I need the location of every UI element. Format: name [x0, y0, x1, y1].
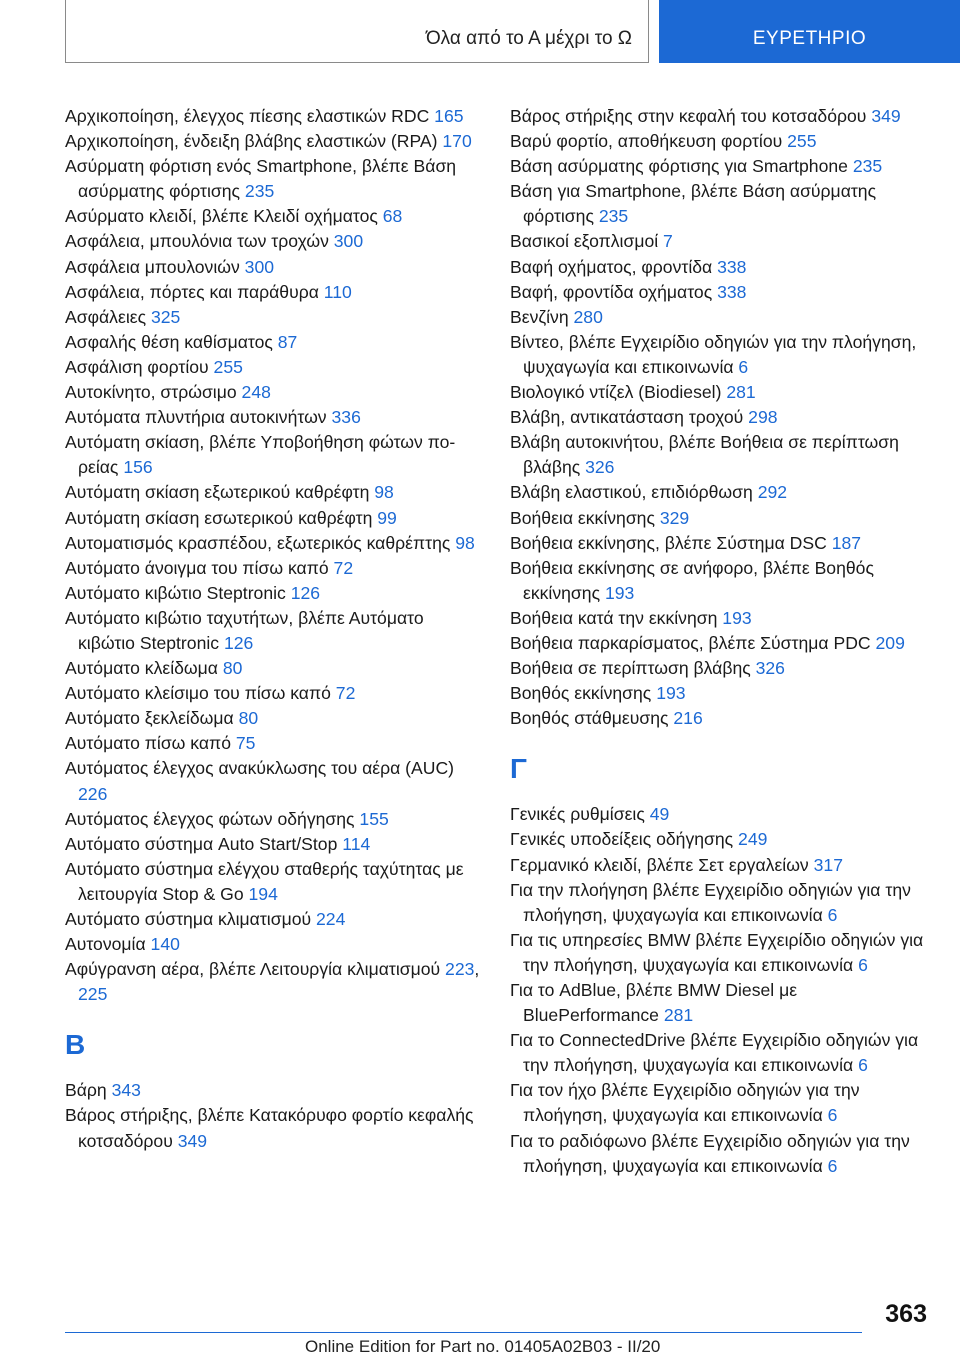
index-entry-text: Βλάβη αυτοκινήτου, βλέπε Βοήθεια σε περίπτωση βλάβης: [510, 432, 899, 478]
page-link[interactable]: 209: [875, 632, 905, 653]
index-entry: [510, 706, 930, 731]
index-entry-text: Ασφάλειες: [65, 306, 151, 327]
index-entry: [65, 581, 485, 606]
index-entry-text: Ασφαλής θέση καθίσματος: [65, 331, 278, 352]
index-entry-text: Βάση για Smartphone, βλέπε Βάση ασύρματης φόρτισης: [510, 181, 877, 227]
index-entry: [510, 405, 930, 430]
page-link[interactable]: 98: [455, 532, 475, 553]
page-link[interactable]: 336: [331, 407, 361, 428]
page-link[interactable]: 338: [717, 256, 747, 277]
index-entry-text: Βάρος στήριξης στην κεφαλή του κοτσαδόρου: [510, 106, 872, 126]
page-link[interactable]: 317: [813, 854, 843, 875]
index-entry-text: Αυτόματο κλείσιμο του πίσω καπό: [65, 683, 336, 704]
index-entry: [65, 280, 485, 305]
index-entry: [65, 1078, 485, 1103]
index-entry: [65, 606, 485, 656]
index-entry: [510, 1129, 930, 1179]
index-entry: [65, 229, 485, 254]
index-entry: [65, 832, 485, 857]
index-entry-text: Ασφάλεια, πόρτες και παράθυρα: [65, 281, 324, 302]
index-entry: [65, 480, 485, 505]
page-link[interactable]: 6: [858, 954, 868, 975]
index-entry-text: Γενικές υποδείξεις οδήγησης: [510, 829, 739, 850]
index-entry: [65, 330, 485, 355]
page-link[interactable]: 349: [871, 106, 901, 126]
page-link[interactable]: 216: [673, 708, 703, 729]
index-entry-text: Γενικές ρυθμίσεις: [510, 804, 650, 825]
index-entry: [510, 878, 930, 928]
index-entry: [510, 380, 930, 405]
header-tab-a-to-z[interactable]: [65, 0, 649, 63]
index-entry-text: Βοήθεια εκκίνησης σε ανήφορο, βλέπε Βοηθός εκκίνησης: [510, 557, 874, 603]
index-entry-text: Αυτόματο κλείδωμα: [65, 658, 223, 679]
page-link[interactable]: 249: [738, 829, 768, 850]
footer-edition-text: Online Edition for Part no. 01405A02B03 - II/20: [305, 1337, 661, 1356]
page-link[interactable]: 6: [738, 356, 749, 377]
index-entry: [65, 756, 485, 806]
index-entry-text: Αυτόματη σκίαση εξωτερικού καθρέφτη: [65, 482, 375, 503]
index-entry: [65, 506, 485, 531]
page-link[interactable]: 226: [78, 783, 108, 804]
index-entry-text: Αυτόματος έλεγχος φώτων οδήγησης: [65, 808, 360, 829]
footer-divider: [65, 1332, 862, 1333]
index-entry-text: Αρχικοποίηση, ένδειξη βλάβης ελαστικών (RPA): [65, 131, 443, 152]
index-entry: [510, 129, 930, 154]
page-link[interactable]: 72: [335, 683, 356, 704]
index-entry: [510, 229, 930, 254]
index-entry: [65, 706, 485, 731]
index-entry: [65, 531, 485, 556]
page-link[interactable]: 87: [277, 331, 298, 352]
index-entry: [65, 305, 485, 330]
index-entry: [65, 857, 485, 907]
index-entry-text: Αυτόματη σκίαση εσωτερικού καθρέφτη: [65, 507, 378, 528]
page-link[interactable]: 193: [604, 582, 635, 603]
index-entry: [510, 506, 930, 531]
index-entry-text: Για τον ήχο βλέπε Εγχειρίδιο οδηγιών για την πλοήγηση, ψυχαγωγία και επικοινωνία: [510, 1080, 860, 1126]
page-link[interactable]: 99: [377, 507, 397, 528]
page-link[interactable]: 280: [573, 306, 603, 327]
index-entry-text: Αυτόματο σύστημα Auto Start/Stop: [65, 833, 343, 854]
page-link[interactable]: 292: [757, 482, 788, 503]
index-entry-text: Αυτοκίνητο, στρώσιμο: [65, 382, 242, 403]
index-entry: [65, 255, 485, 280]
index-entry-text: Αφύγρανση αέρα, βλέπε Λειτουργία κλιματισμού: [65, 959, 446, 980]
index-entry: [510, 1028, 930, 1078]
page-link[interactable]: 325: [150, 306, 181, 327]
index-entry-text: Αυτόματο σύστημα ελέγχου σταθερής ταχύτητας με λειτουργία Stop & Go: [65, 858, 464, 904]
page-link[interactable]: 300: [333, 231, 364, 252]
index-entry: [65, 405, 485, 430]
index-entry-text: Αυτόματα πλυντήρια αυτοκινήτων: [65, 407, 332, 428]
section-letter: Γ: [510, 753, 527, 785]
index-entry-text: Αρχικοποίηση, έλεγχος πίεσης ελαστικών RDC: [65, 106, 435, 126]
page-link[interactable]: 298: [748, 407, 778, 428]
index-entry-text: Για την πλοήγηση βλέπε Εγχειρίδιο οδηγιών για την πλοήγηση, ψυχαγωγία και επικοινωνία: [510, 879, 911, 925]
section-letter: Β: [65, 1029, 86, 1061]
page-link[interactable]: 326: [755, 658, 785, 679]
index-entry: [65, 1103, 485, 1153]
index-entry-text: Για τις υπηρεσίες BMW βλέπε Εγχειρίδιο οδηγιών για την πλοήγηση, ψυχαγωγία και επικοινωνία: [510, 929, 924, 975]
page-link[interactable]: 281: [726, 382, 756, 403]
page-link[interactable]: 255: [213, 356, 243, 377]
page-link[interactable]: 235: [598, 206, 629, 227]
index-entry: [510, 179, 930, 229]
page-link[interactable]: 193: [722, 607, 752, 628]
index-entry-text: Για το ConnectedDrive βλέπε Εγχειρίδιο οδηγιών για την πλοήγηση, ψυχαγωγία και επικοινωνία: [510, 1030, 919, 1076]
header-tab-index-label: ΕΥΡΕΤΗΡΙΟ: [752, 28, 867, 49]
index-entry-text: Για το ραδιόφωνο βλέπε Εγχειρίδιο οδηγιών για την πλοήγηση, ψυχαγωγία και επικοινωνία: [510, 1130, 910, 1176]
page-link[interactable]: 248: [241, 382, 271, 403]
index-entry-text: Βαρύ φορτίο, αποθήκευση φορτίου: [510, 131, 788, 152]
page-link[interactable]: 80: [238, 708, 259, 729]
index-entry-text: Βοηθός εκκίνησης: [510, 683, 657, 704]
index-entry-text: Ασφάλεια, μπουλόνια των τροχών: [65, 231, 334, 252]
index-entry-text: Βάρη: [65, 1080, 112, 1101]
index-entry-text: Αυτόματο σύστημα κλιματισμού: [65, 909, 317, 929]
page-link[interactable]: 75: [235, 733, 256, 754]
index-entry: [510, 531, 930, 556]
index-entry: [65, 430, 485, 480]
index-entry: [510, 430, 930, 480]
page-link[interactable]: 165: [434, 106, 464, 126]
index-entry: [65, 104, 485, 129]
page-link[interactable]: 7: [663, 231, 673, 252]
index-entry-text: Αυτόματη σκίαση, βλέπε Υποβοήθηση φώτων πορείας: [65, 432, 456, 478]
index-entry-text: Αυτόματο άνοιγμα του πίσω καπό: [65, 557, 334, 578]
index-entry: [65, 556, 485, 581]
index-entry-text: Αυτονομία: [65, 934, 151, 955]
index-entry: [510, 1078, 930, 1128]
index-entry-text: Βοήθεια κατά την εκκίνηση: [510, 607, 723, 628]
page-link[interactable]: 170: [442, 131, 472, 152]
page-link[interactable]: 343: [111, 1080, 141, 1101]
page-link[interactable]: 140: [150, 934, 180, 955]
page-link[interactable]: 235: [244, 181, 275, 202]
index-entry-text: Βλάβη ελαστικού, επιδιόρθωση: [510, 482, 758, 503]
page-link[interactable]: 80: [222, 658, 243, 679]
header-tab-a-to-z-label: Όλα από το Α μέχρι το Ω: [425, 28, 632, 49]
page-link[interactable]: 68: [382, 206, 403, 227]
index-entry-text: Ασύρματο κλειδί, βλέπε Κλειδί οχήματος: [65, 206, 383, 227]
index-entry-text: Βαφή, φροντίδα οχήματος: [510, 281, 718, 302]
page-link[interactable]: 329: [659, 507, 690, 528]
page-link[interactable]: 49: [649, 804, 670, 825]
index-entry: [510, 556, 930, 606]
index-entry: [510, 928, 930, 978]
index-entry: [65, 656, 485, 681]
index-entry-text: Βοήθεια παρκαρίσματος, βλέπε Σύστημα PDC: [510, 632, 876, 653]
index-entry-text: Βλάβη, αντικατάσταση τροχού: [510, 407, 749, 428]
index-entry-text: Βοήθεια εκκίνησης: [510, 507, 660, 528]
page-link[interactable]: 156: [123, 457, 153, 478]
index-entry: [510, 305, 930, 330]
index-entry-text: Βάση ασύρματης φόρτισης για Smartphone: [510, 156, 853, 177]
index-entry-text: Βοήθεια εκκίνησης, βλέπε Σύστημα DSC: [510, 532, 832, 553]
index-entry: [65, 355, 485, 380]
page-link[interactable]: 114: [342, 833, 371, 854]
page-link[interactable]: 6: [827, 1155, 838, 1176]
index-entry: [510, 154, 930, 179]
index-column-right: [510, 104, 930, 1179]
page-link[interactable]: 110: [323, 281, 352, 302]
index-entry: [65, 380, 485, 405]
index-entry: [510, 681, 930, 706]
page-link[interactable]: 6: [827, 1105, 838, 1126]
index-entry-text: Ασφάλιση φορτίου: [65, 356, 214, 377]
index-entry-text: Ασφάλεια μπουλονιών: [65, 256, 245, 277]
page-link[interactable]: 349: [177, 1130, 208, 1151]
page-link[interactable]: 126: [223, 632, 254, 653]
index-entry: [510, 480, 930, 505]
page-link[interactable]: 338: [717, 281, 747, 302]
page-link[interactable]: 326: [585, 457, 615, 478]
page-link[interactable]: 126: [290, 582, 321, 603]
page-link[interactable]: 155: [359, 808, 389, 829]
index-entry: [510, 631, 930, 656]
index-entry-text: Γερμανικό κλειδί, βλέπε Σετ εργαλείων: [510, 854, 814, 875]
page-link[interactable]: 6: [827, 904, 838, 925]
index-entry: [510, 330, 930, 380]
index-entry: [65, 204, 485, 229]
index-entry-text: Βαφή οχήματος, φροντίδα: [510, 256, 718, 277]
index-entry-text: Αυτόματο κιβώτιο Steptronic: [65, 582, 291, 603]
index-entry-text: Βοήθεια σε περίπτωση βλάβης: [510, 658, 756, 679]
index-entry-text: Αυτόματο ξεκλείδωμα: [65, 708, 239, 729]
index-entry-text: Αυτόματο κιβώτιο ταχυτήτων, βλέπε Αυτόματο κιβώτιο Steptronic: [65, 607, 424, 653]
index-entry-text: Αυτόματο πίσω καπό: [65, 733, 236, 754]
index-entry: [510, 606, 930, 631]
index-entry-text: Για το AdBlue, βλέπε BMW Diesel με BluePerformance: [510, 980, 798, 1026]
index-entry: [65, 731, 485, 756]
index-entry: [65, 154, 485, 204]
index-entry-text: Βίντεο, βλέπε Εγχειρίδιο οδηγιών για την πλοήγηση, ψυχαγωγία και επικοινωνία: [510, 331, 917, 377]
index-entry-text: Βασικοί εξοπλισμοί: [510, 231, 664, 252]
page-link[interactable]: 224: [316, 909, 346, 929]
page-link[interactable]: 194: [248, 883, 278, 904]
index-entry-text: Αυτόματος έλεγχος ανακύκλωσης του αέρα (AUC): [65, 758, 455, 779]
index-entry-text: Ασύρματη φόρτιση ενός Smartphone, βλέπε Βάση ασύρματης φόρτισης: [65, 156, 457, 202]
index-entry: [65, 807, 485, 832]
index-entry-text: Βοηθός στάθμευσης: [510, 708, 674, 729]
index-entry: [510, 656, 930, 681]
index-entry: [510, 827, 930, 852]
page-link[interactable]: 193: [656, 683, 686, 704]
page-link[interactable]: 235: [852, 156, 883, 177]
page-link[interactable]: 72: [333, 557, 354, 578]
page-number: 363: [885, 1300, 927, 1328]
page-link[interactable]: 225: [78, 984, 108, 1005]
page-link[interactable]: 98: [374, 482, 394, 503]
index-entry: [510, 280, 930, 305]
page-link[interactable]: 187: [831, 532, 862, 553]
index-entry: [510, 255, 930, 280]
page-link[interactable]: 300: [244, 256, 275, 277]
index-entry: [510, 104, 930, 129]
index-entry: Αφύγρανση αέρα, βλέπε Λειτουργία κλιματισμού 223, 225: [65, 959, 480, 1005]
page-link[interactable]: 281: [663, 1005, 694, 1026]
index-entry: [65, 681, 485, 706]
page-link[interactable]: 6: [858, 1055, 868, 1076]
index-entry: [65, 932, 485, 957]
index-entry-text: Βιολογικό ντίζελ (Biodiesel): [510, 382, 727, 403]
index-entry-text: Βάρος στήριξης, βλέπε Κατακόρυφο φορτίο κεφαλής κοτσαδόρου: [65, 1105, 474, 1151]
index-entry-text: Βενζίνη: [510, 306, 574, 327]
index-entry: [65, 907, 485, 932]
page-link[interactable]: 255: [787, 131, 817, 152]
page-link[interactable]: 223: [445, 959, 475, 980]
index-entry: [65, 129, 485, 154]
index-entry: [510, 802, 930, 827]
index-column-left: [65, 104, 485, 1154]
index-entry-text: Αυτοματισμός κρασπέδου, εξωτερικός καθρέπτης: [65, 532, 456, 553]
index-entry: [510, 978, 930, 1028]
index-entry: [510, 853, 930, 878]
header-tab-index[interactable]: [659, 0, 960, 63]
